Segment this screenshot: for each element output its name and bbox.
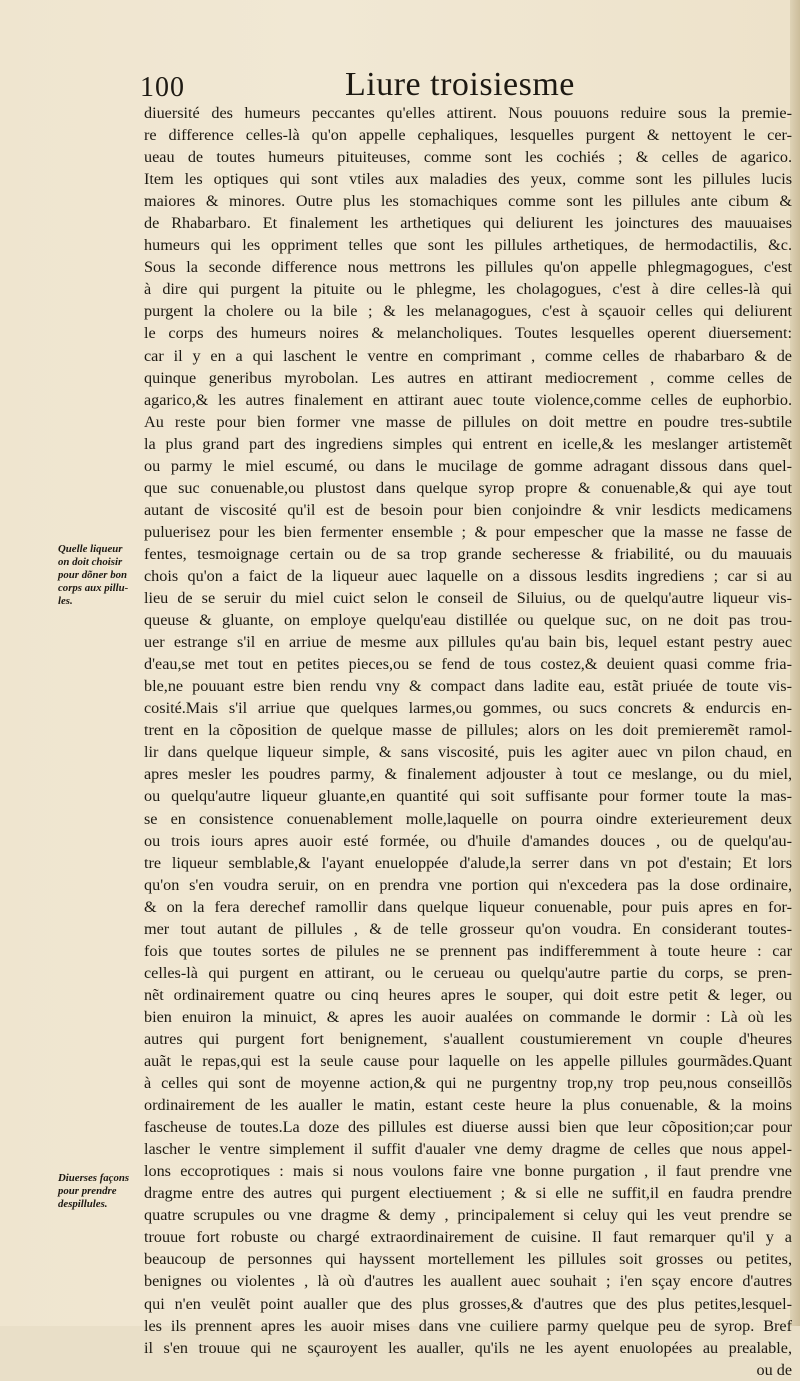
text-line: tre liqueur semblable,& l'ayant enueloppée d'alude,la serrer dans vn pot d'estain; Et lors <box>144 853 792 872</box>
text-line: il s'en trouue qui ne sçauroyent les aualler, qu'ils ne les ayent enuolopées au prealable, <box>144 1338 792 1357</box>
text-line: ble,ne pouuant estre bien rendu vny & compact dans ladite eau, estãt priuée de toute vis- <box>144 677 792 696</box>
text-line: bien enuiron la minuict, & apres les auoir aualées on commande le dormir : Là où les <box>144 1007 792 1026</box>
text-line: lir dans quelque liqueur simple, & sans viscosité, puis les agiter auec vn pilon chaud, en <box>144 743 792 762</box>
margin-note-line: les. <box>58 595 73 607</box>
text-line: apres mesler les poudres parmy, & finalement adjouster à tout ce meslange, ou du miel, <box>144 765 792 784</box>
text-line: cosité.Mais s'il arriue que quelques larmes,ou gommes, ou sucs concrets & endurcis en- <box>144 699 792 718</box>
text-line: quinque generibus myrobolan. Les autres en attirant mediocrement , comme celles de <box>144 368 792 387</box>
text-line: trouue fort robuste ou chargé extraordinairement de cuisine. Il faut remarquer qu'il y a <box>144 1228 792 1247</box>
text-line: les ils prennent apres les auoir mises dans vne cuiliere parmy quelque peu de syrop. Bref <box>144 1316 792 1335</box>
text-line: qu'on s'en voudra seruir, on en prendra vne portion qui n'excedera pas la dose ordinaire, <box>144 875 792 894</box>
text-line: humeurs qui les oppriment telles que sont les pillules arthetiques, de hermodactilis, &c. <box>144 236 792 255</box>
text-line: diuersité des humeurs peccantes qu'elles attirent. Nous pouuons reduire sous la premie- <box>144 104 792 122</box>
text-line: Au reste pour bien former vne masse de pillules on doit mettre en poudre tres-subtile <box>144 412 792 431</box>
margin-note-line: despillules. <box>58 1198 108 1210</box>
margin-note-line: Quelle liqueur <box>58 543 123 555</box>
text-line: maiores & minores. Outre plus les stomachiques comme sont les pillules ante cibum & <box>144 192 792 211</box>
text-line: ordinairement de les aualler le matin, estant ceste heure la plus conuenable, & la moins <box>144 1096 792 1115</box>
text-line: ou trois iours apres auoir esté formée, ou d'huile d'amandes douces , ou de quelqu'au- <box>144 831 792 850</box>
margin-note-line: corps aux pillu- <box>58 582 129 594</box>
text-line: purgent la cholere ou la bile ; & les melanagogues, c'est à sçauoir celles qui deliurent <box>144 302 792 321</box>
body-text <box>144 102 792 1381</box>
margin-note-line: pour dõner bon <box>58 569 127 581</box>
text-line: la plus grand part des ingrediens simples qui entrent en icelle,& les meslanger artistemẽt <box>144 434 792 453</box>
text-line: puluerisez pour les bien fermenter ensemble ; & pour empescher que la masse ne fasse de <box>144 522 792 541</box>
margin-note-facons <box>58 1172 144 1211</box>
text-line: celles-là qui purgent en attirant, ou le cerueau ou quelqu'autre partie du corps, se pren- <box>144 963 792 982</box>
text-line: à dire qui purgent la pituite ou le phlegme, les cholagogues, c'est à dire celles-là qui <box>144 280 792 299</box>
text-line: fois que toutes sortes de pilules ne se prennent pas indifferemment à toute heure : car <box>144 941 792 960</box>
text-line: que suc conuenable,ou plustost dans quelque syrop propre & conuenable,& qui aye tout <box>144 478 792 497</box>
text-line: quatre scrupules ou vne dragme & demy , principalement si celuy qui les veut prendre se <box>144 1206 792 1225</box>
text-line: auãt le repas,qui est la seule cause pour laquelle on les appelle pillules gourmãdes.Quant <box>144 1052 792 1071</box>
text-line: Item les optiques qui sont vtiles aux maladies des yeux, comme sont les pillules lucis <box>144 170 792 189</box>
text-line: ou parmy le miel escumé, ou dans le mucilage de gomme adragant dissous dans quel- <box>144 456 792 475</box>
text-line: fentes, tesmoignage certain ou de sa trop grande secheresse & friabilité, ou du mauuais <box>144 544 792 563</box>
text-line: benignes ou violentes , là où d'autres les auallent auec souhait ; i'en sçay encore d'autres <box>144 1272 792 1291</box>
text-line: & on la fera derechef ramollir dans quelque liqueur conuenable, pour puis apres en for- <box>144 897 792 916</box>
text-line: queuse & gluante, on employe quelqu'eau distillée ou quelque suc, on ne doit pas trou- <box>144 611 792 630</box>
text-line: qui n'en veulẽt point aualler que des plus grosses,& d'autres que des plus petites,lesquel- <box>144 1294 792 1313</box>
text-line: agarico,& les autres finalement en attirant auec toute violence,comme celles de euphorbio. <box>144 390 792 409</box>
text-line: se en consistence conuenablement molle,laquelle on pourra oindre exterieurement deux <box>144 809 792 828</box>
margin-note-line: Diuerses façons <box>58 1172 130 1184</box>
text-line: fascheuse de toutes.La doze des pillules est diuerse aussi bien que leur cõposition;car pour <box>144 1118 792 1137</box>
margin-note-line: on doit choisir <box>58 556 123 568</box>
margin-note-line: pour prendre <box>58 1185 117 1197</box>
text-line: autres qui purgent fort benignement, s'auallent coustumierement vn couple d'heures <box>144 1029 792 1048</box>
text-line: Sous la seconde difference nous mettrons les pillules qu'on appelle phlegmagogues, c'est <box>144 258 792 277</box>
text-line: le corps des humeurs noires & melancholiques. Toutes lesquelles operent diuersement: <box>144 324 792 343</box>
text-line: mer tout autant de pillules , & de telle grosseur qu'on voudra. En considerant toutes- <box>144 919 792 938</box>
text-line: autant de viscosité qu'il est de besoin pour bien conjoindre & vnir lesdicts medicamens <box>144 500 792 519</box>
text-line: ou de <box>756 1360 792 1379</box>
text-line: chois qu'on a faict de la liqueur auec laquelle on a dissous lesdits ingrediens ; car si au <box>144 566 792 585</box>
margin-note-liqueur <box>58 543 144 608</box>
text-line: ou quelqu'autre liqueur gluante,en quantité qui soit suffisante pour former toute la mas- <box>144 787 792 806</box>
text-line: nẽt ordinairement quatre ou cinq heures apres le souper, qui doit estre petit & leger, ou <box>144 985 792 1004</box>
text-line: re difference celles-là qu'on appelle cephaliques, lesquelles purgent & nettoyent le cer- <box>144 126 792 145</box>
text-line: dragme entre des autres qui purgent electiuement ; & si elle ne suffit,il en faudra prendre <box>144 1184 792 1203</box>
text-line: de Rhabarbaro. Et finalement les arthetiques qui deliurent les joinctures des mauuaises <box>144 214 792 233</box>
text-line: beaucoup de personnes qui hayssent mortellement les pillules soit grosses ou petites, <box>144 1250 792 1269</box>
text-line: car il y en a qui laschent le ventre en comprimant , comme celles de rhabarbaro & de <box>144 346 792 365</box>
text-line: trent en la cõposition de quelque masse de pillules; alors on les doit premieremẽt ramol- <box>144 721 792 740</box>
text-line: lascher le ventre simplement il suffit d'aualer vne demy dragme de celles que nous appel- <box>144 1140 792 1159</box>
text-line: uer estrange s'il en arriue de mesme aux pillules qu'au bain bis, lequel estant pestry auec <box>144 633 792 652</box>
text-line: à celles qui sont de moyenne action,& qui ne purgentny trop,ny trop peu,nous conseillõs <box>144 1074 792 1093</box>
page-number: 100 <box>140 72 185 103</box>
text-line: ueau de toutes humeurs pituiteuses, comme sont les cochiés ; & celles de agarico. <box>144 148 792 167</box>
running-head: Liure troisiesme <box>345 66 575 103</box>
text-line: d'eau,se met tout en petites pieces,ou se fend de tous costez,& deuient quasi comme fria- <box>144 655 792 674</box>
text-line: lons eccoprotiques : mais si nous voulons faire vne bonne purgation , il faut prendre vne <box>144 1162 792 1181</box>
text-line: lieu de se seruir du miel cuict selon le conseil de Siluius, ou de quelqu'autre liqueur vis- <box>144 589 792 608</box>
